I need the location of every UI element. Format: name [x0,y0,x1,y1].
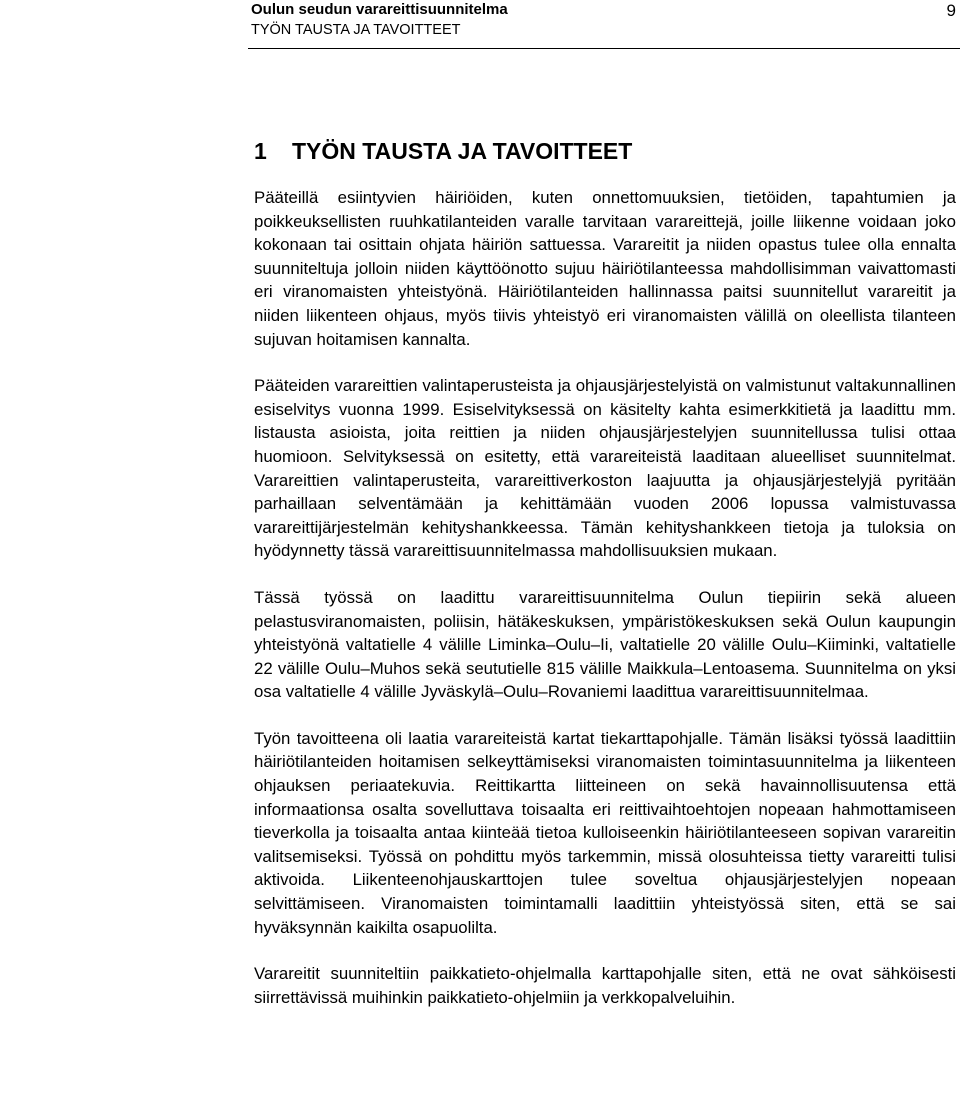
paragraph-preliminary-study: Pääteiden varareittien valintaperusteista ja ohjausjärjestelyistä on valmistunut valtakunnallinen esiselvitys vuonna 1999. Esiselvityksessä on käsitelty kahta esimerkkitietä ja laadittu mm. listausta asioista, joita reittien ja niiden ohjausjärjestelyjen suunnitellussa tulisi ottaa huomioon. Selvityksessä on esitetty, että varareiteistä laaditaan alueelliset suunnitelmat. Varareittien valintaperusteita, varareittiverkoston laajuutta ja ohjausjärjestelyjä pyritään parhaillaan selventämään ja kehittämään vuoden 2006 lopussa valmistuvassa varareittijärjestelmän kehityshankkeessa. Tämän kehityshankkeen tietoja ja tuloksia on hyödynnetty tässä varareittisuunnitelmassa mahdollisuuksien mukaan. [254,376,956,561]
main-content [254,134,956,1032]
chapter-number: 1 [254,138,267,164]
paragraph-background: Pääteillä esiintyvien häiriöiden, kuten onnettomuuksien, tietöiden, tapahtumien ja poikkeuksellisten ruuhkatilanteiden varalle tarvitaan varareittejä, joille liikenne voidaan joko kokonaan tai osittain ohjata häiriön sattuessa. Varareitit ja niiden opastus tulee olla ennalta suunniteltuja jolloin niiden käyttöönotto sujuu häiriötilanteessa mahdollisimman vaivattomasti eri viranomaisten yhteistyönä. Häiriötilanteiden hallinnassa paitsi suunnitellut varareitit ja niiden liikenteen ohjaus, myös tiivis yhteistyö eri viranomaisten välillä on oleellista tilanteen sujuvan hoitamisen kannalta. [254,188,956,349]
paragraph-plan-scope: Tässä työssä on laadittu varareittisuunnitelma Oulun tiepiirin sekä alueen pelastusviranomaisten, poliisin, hätäkeskuksen, ympäristökeskuksen sekä Oulun kaupungin yhteistyönä valtatielle 4 välille Liminka–Oulu–Ii, valtatielle 20 välille Oulu–Kiiminki, valtatielle 22 välille Oulu–Muhos sekä seututielle 815 välille Maikkula–Lentoasema. Suunnitelma on yksi osa valtatielle 4 välille Jyväskylä–Oulu–Rovaniemi laadittua varareittisuunnitelmaa. [254,587,956,702]
header-title: Oulun seudun varareittisuunnitelma [251,1,508,18]
header-subtitle: TYÖN TAUSTA JA TAVOITTEET [251,22,461,38]
page-number: 9 [946,1,956,20]
running-header [248,0,960,49]
paragraph-objectives: Työn tavoitteena oli laatia varareiteistä kartat tiekarttapohjalle. Tämän lisäksi työssä laadittiin häiriötilanteiden hoitamisen selkeyttämiseksi viranomaisten toimintasuunnitelma ja liikenteen ohjauksen periaatekuvia. Reittikartta liitteineen on sekä havainnollisuutensa että informaationsa osalta sovelluttava toisaalta eri reittivaihtoehtojen nopeaan hahmottamiseen tieverkolla ja toisaalta antaa kiinteää tietoa kulloiseenkin häiriötilanteeseen sopivan varareitin valitsemiseksi. Työssä on pohdittu myös tarkemmin, missä olosuhteissa tietty varareitti tulisi aktivoida. Liikenteenohjauskarttojen tulee soveltua ohjausjärjestelyjen nopeaan selvittämiseen. Viranomaisten toimintamalli laadittiin yhteistyössä siten, että se sai hyväksynnän kaikilta osapuolilta. [254,728,956,937]
chapter-title: TYÖN TAUSTA JA TAVOITTEET [292,138,633,164]
chapter-heading [254,134,956,168]
paragraph-gis: Varareitit suunniteltiin paikkatieto-ohjelmalla karttapohjalle siten, että ne ovat sähköisesti siirrettävissä muihinkin paikkatieto-ohjelmiin ja verkkopalveluihin. [254,964,956,1007]
